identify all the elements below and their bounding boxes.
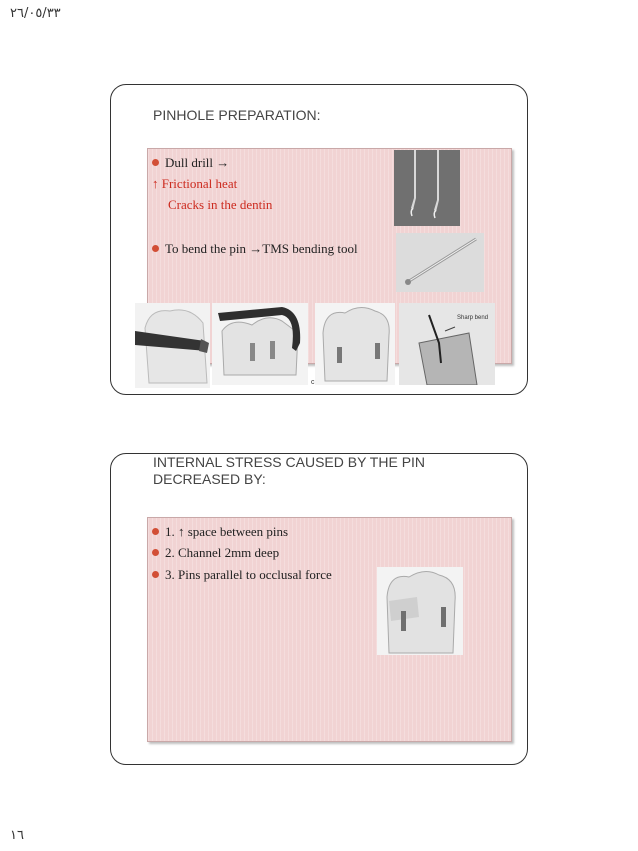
content-box (147, 517, 512, 742)
bullet-item: Dull drill → (152, 155, 229, 171)
tooth-drill-image (135, 303, 210, 388)
slide-title: INTERNAL STRESS CAUSED BY THE PIN DECREASED BY: (153, 454, 426, 487)
tooth-pins-image (315, 303, 395, 385)
bullet-item: 2. Channel 2mm deep (152, 545, 279, 561)
bullet-icon (152, 528, 159, 535)
bullet-item: To bend the pin →TMS bending tool (152, 241, 358, 257)
bullet-icon (152, 245, 159, 252)
bullet-icon (152, 571, 159, 578)
red-line-indent: Cracks in the dentin (168, 197, 273, 212)
red-line: ↑ Frictional heat (152, 176, 238, 191)
tooth-parallel-pins-image (377, 567, 463, 655)
bending-tool-image (396, 233, 484, 292)
slide-internal-stress (110, 453, 528, 765)
bullet-item: 1. ↑ space between pins (152, 524, 288, 540)
bullet-item: 3. Pins parallel to occlusal force (152, 567, 332, 583)
slide-pinhole-preparation (110, 84, 528, 395)
page-number: ١٦ (10, 828, 24, 843)
drill-bits-image (394, 150, 460, 226)
bullet-icon (152, 549, 159, 556)
tooth-tool-image (212, 303, 308, 385)
sharp-bend-diagram (399, 303, 495, 385)
slide-title: PINHOLE PREPARATION: (153, 107, 321, 123)
bullet-icon (152, 159, 159, 166)
figure-letter: c (311, 379, 315, 386)
page-date: ٢٦/٠٥/٣٣ (10, 6, 61, 21)
sharp-bend-label: Sharp bend (457, 315, 489, 321)
